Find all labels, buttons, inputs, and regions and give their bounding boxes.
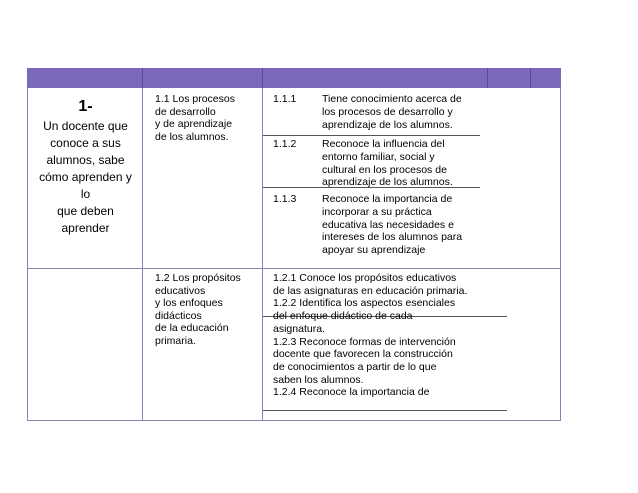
- dimension-line: de los alumnos.: [155, 130, 229, 143]
- dimension-1-2: [155, 272, 260, 348]
- row-divider: [27, 268, 561, 269]
- indicator-line: asignatura.: [273, 322, 325, 335]
- dimension-line: educativos: [155, 284, 206, 297]
- indicator-line: educativa las necesidades e: [322, 218, 454, 231]
- indicator-line: 1.2.4 Reconoce la importancia de: [273, 386, 430, 399]
- competence-line: aprender: [61, 221, 110, 235]
- indicator-line: 1.2.1 Conoce los propósitos educativos: [273, 272, 457, 284]
- indicator-line: los procesos de desarrollo y: [322, 105, 453, 118]
- indicator-line: de las asignaturas en educación primaria.: [273, 284, 468, 297]
- indicator-1-1-2: [273, 138, 503, 190]
- indicator-1-1-3: [273, 193, 503, 263]
- indicator-number: 1.1.3: [273, 193, 297, 205]
- column-divider: [142, 88, 143, 420]
- indicator-line: aprendizaje de los alumnos.: [322, 176, 453, 189]
- competence-cell: [29, 96, 142, 237]
- competence-line: lo: [80, 187, 91, 201]
- dimension-line: de desarrollo: [155, 105, 216, 118]
- indicator-line: 1.2.2 Identifica los aspectos esenciales: [273, 297, 456, 310]
- competence-line: cómo aprenden y: [39, 170, 132, 184]
- header-divider: [262, 68, 263, 88]
- table-left-border: [27, 88, 28, 420]
- column-divider: [262, 88, 263, 420]
- competence-line: Un docente que: [43, 119, 128, 133]
- dimension-line: y de aprendizaje: [155, 118, 233, 131]
- header-divider: [142, 68, 143, 88]
- indicators-1-2: [273, 272, 543, 399]
- indicator-line: del enfoque didáctico de cada: [273, 310, 413, 323]
- indicator-line: incorporar a su práctica: [322, 205, 432, 218]
- competence-line: conoce a sus: [50, 136, 121, 150]
- indicator-line: apoyar su aprendizaje: [322, 244, 426, 257]
- indicator-line: cultural en los procesos de: [322, 163, 447, 176]
- indicator-number: 1.1.1: [273, 93, 297, 105]
- dimension-line: primaria.: [155, 334, 196, 347]
- indicator-line: Tiene conocimiento acerca de: [322, 93, 462, 105]
- dimension-1-1: [155, 93, 260, 143]
- item-divider: [263, 135, 480, 136]
- indicator-line: intereses de los alumnos para: [322, 231, 463, 244]
- dimension-line: 1.2 Los propósitos: [155, 272, 241, 284]
- indicator-line: de conocimientos a partir de lo que: [273, 360, 437, 373]
- dimension-line: 1.1 Los procesos: [155, 93, 235, 105]
- indicator-line: Reconoce la importancia de: [322, 193, 453, 205]
- competence-line: alumnos, sabe: [46, 153, 125, 167]
- indicator-number: 1.1.2: [273, 138, 297, 150]
- indicator-1-1-1: [273, 93, 503, 133]
- competence-number: 1-: [78, 98, 93, 115]
- indicator-line: aprendizaje de los alumnos.: [322, 118, 453, 131]
- dimension-line: de la educación: [155, 322, 229, 335]
- table-right-border: [560, 88, 561, 420]
- header-divider: [530, 68, 531, 88]
- item-divider: [263, 410, 507, 411]
- dimension-line: y los enfoques: [155, 297, 223, 310]
- table-header-band: [27, 68, 561, 88]
- indicator-line: saben los alumnos.: [273, 373, 364, 386]
- table-bottom-border: [27, 420, 561, 421]
- indicator-line: entorno familiar, social y: [322, 150, 435, 163]
- indicator-line: Reconoce la influencia del: [322, 138, 445, 150]
- indicator-line: 1.2.3 Reconoce formas de intervención: [273, 335, 456, 348]
- dimension-line: didácticos: [155, 309, 202, 322]
- indicator-line: docente que favorecen la construcción: [273, 348, 453, 361]
- header-divider: [487, 68, 488, 88]
- competence-line: que deben: [57, 204, 114, 218]
